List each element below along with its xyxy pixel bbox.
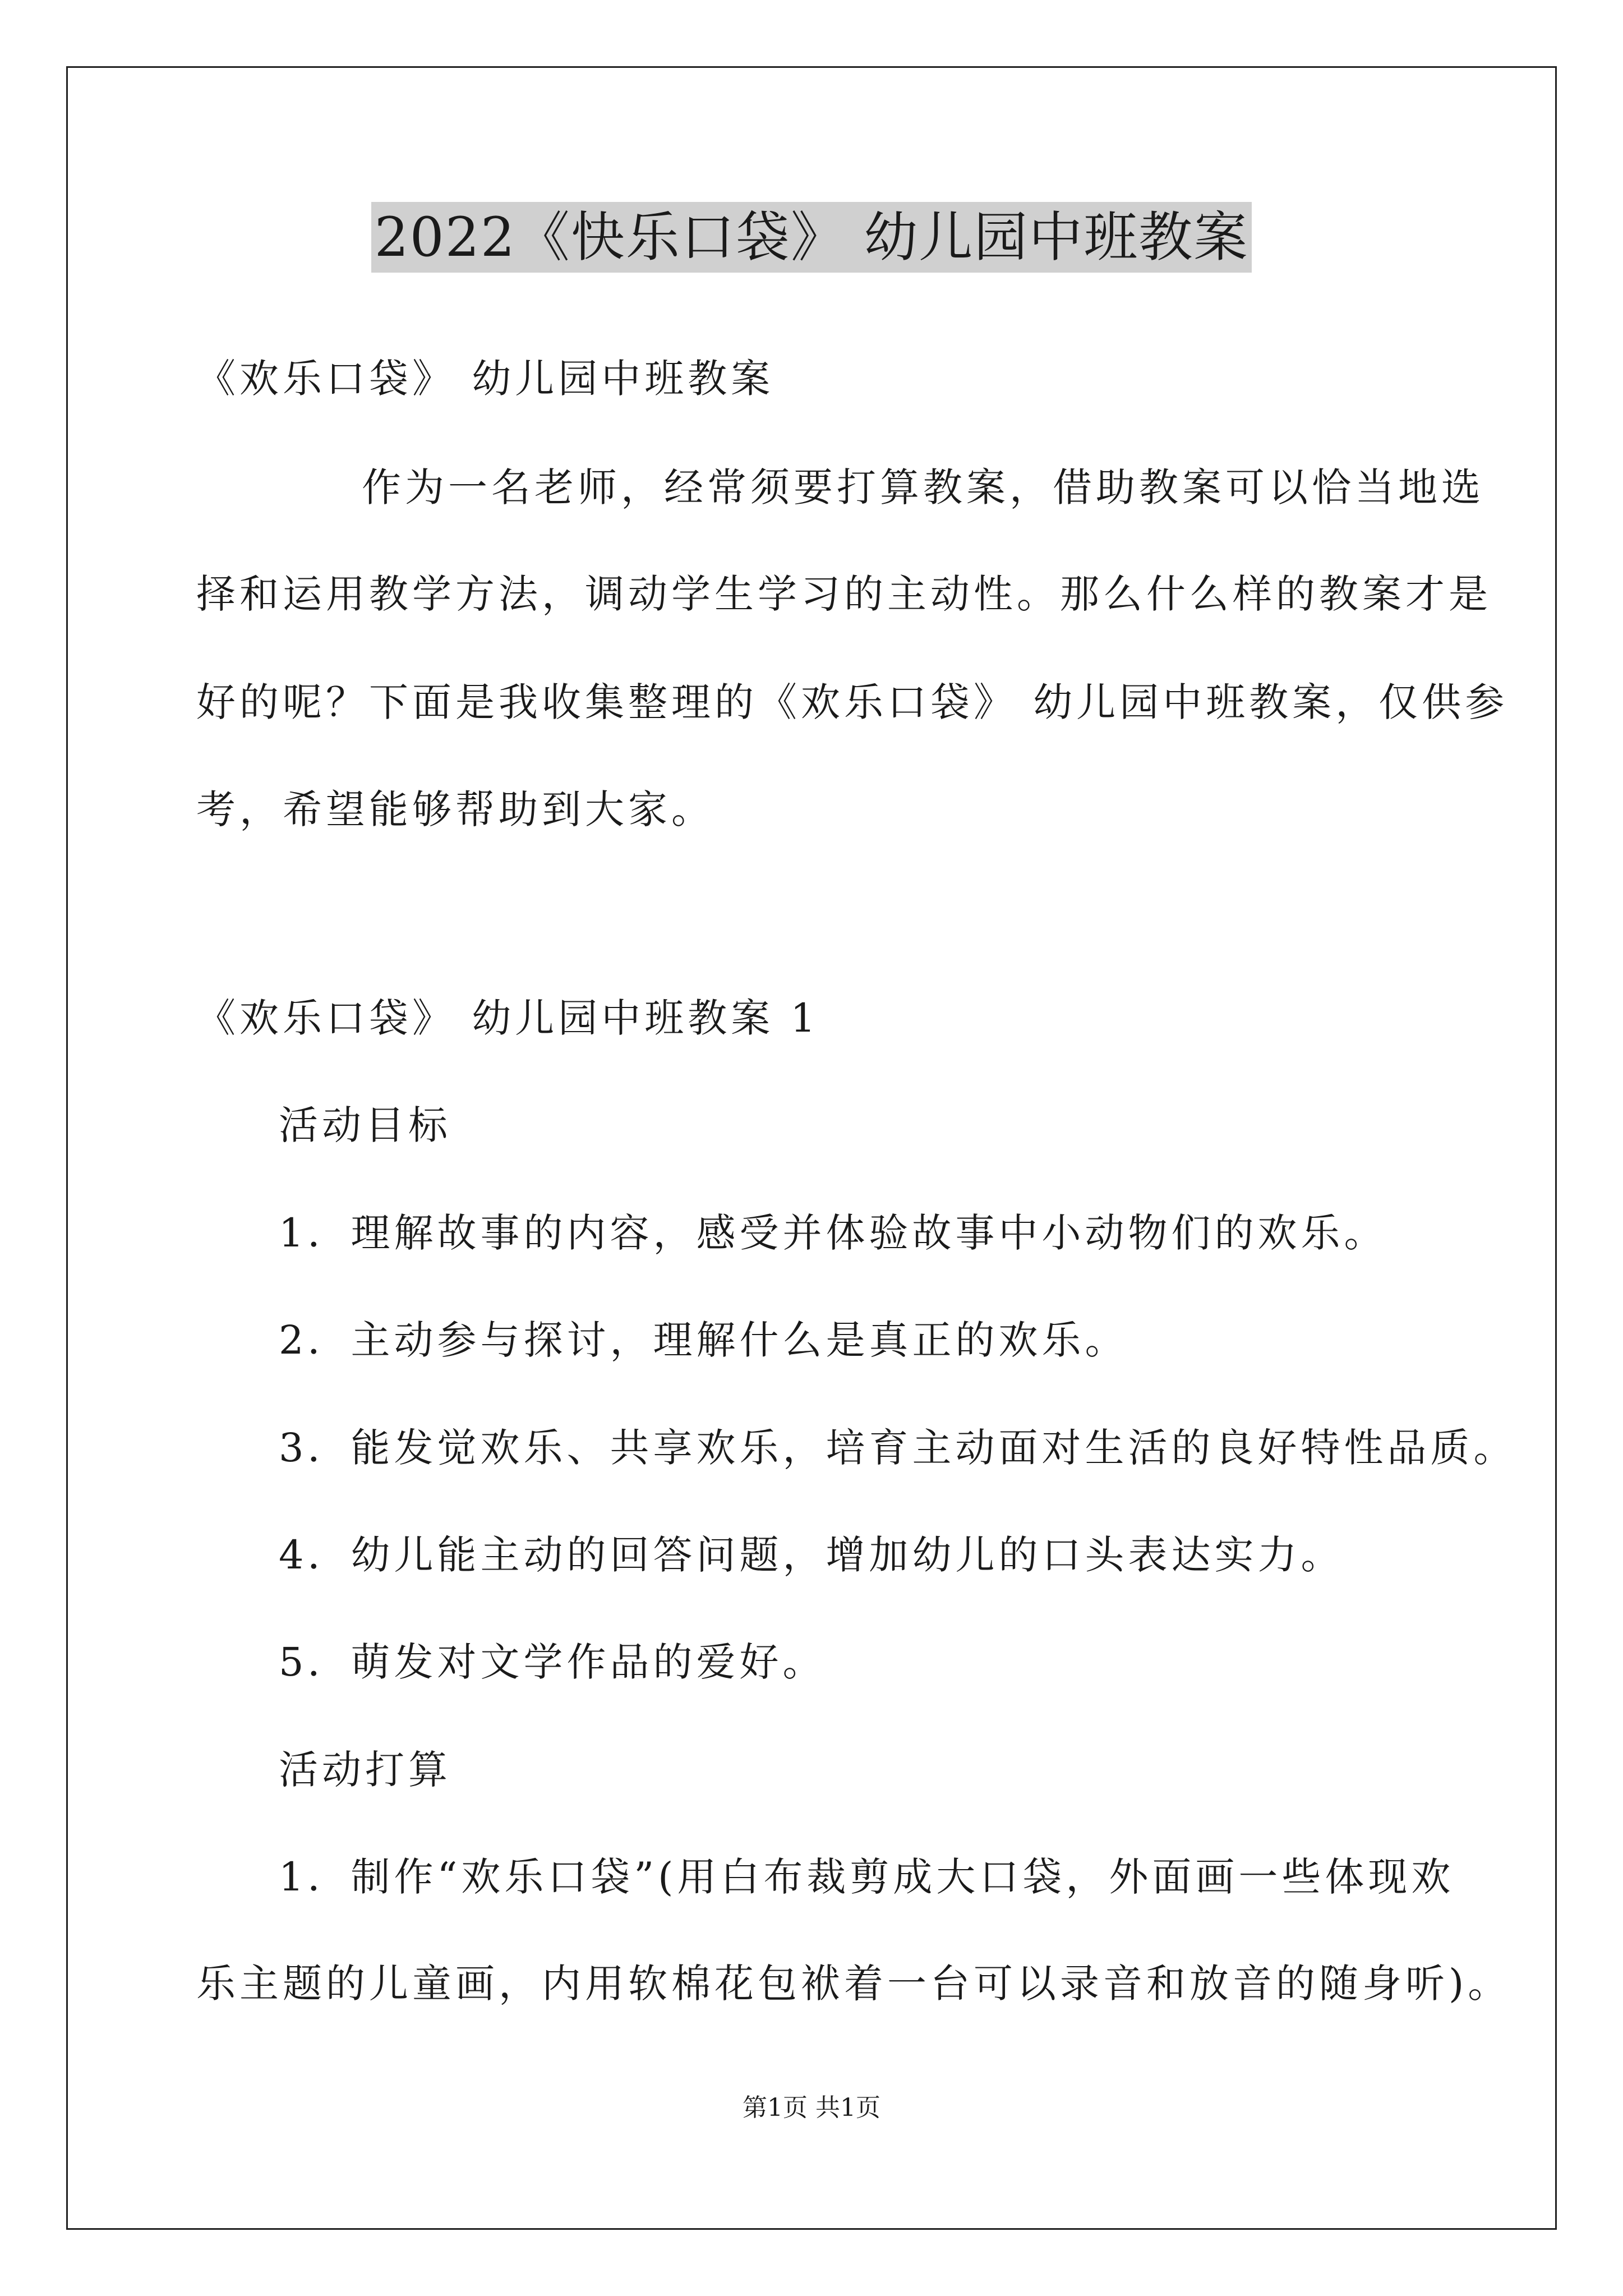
intro-line-2: 择和运用教学方法，调动学生学习的主动性。那么什么样的教案才是 — [196, 571, 1492, 617]
intro-line-4: 考，希望能够帮助到大家。 — [196, 786, 714, 832]
goals-heading: 活动目标 — [279, 1102, 451, 1148]
intro-line-1: 作为一名老师，经常须要打算教案，借助教案可以恰当地选 — [362, 464, 1484, 510]
document-title: 2022《快乐口袋》 幼儿园中班教案 — [371, 202, 1252, 273]
prep-line-2: 乐主题的儿童画，内用软棉花包袱着一台可以录音和放音的随身听)。 — [196, 1961, 1511, 2007]
page-footer: 第1页 共1页 — [743, 2093, 880, 2122]
goal-item-3: 3．能发觉欢乐、共享欢乐，培育主动面对生活的良好特性品质。 — [279, 1425, 1517, 1471]
prep-line-1: 1．制作“欢乐口袋”(用白布裁剪成大口袋，外面画一些体现欢 — [279, 1854, 1455, 1900]
section-heading: 《欢乐口袋》 幼儿园中班教案 1 — [196, 995, 820, 1041]
goal-item-1: 1．理解故事的内容，感受并体验故事中小动物们的欢乐。 — [279, 1210, 1387, 1256]
intro-line-3: 好的呢？下面是我收集整理的《欢乐口袋》 幼儿园中班教案，仅供参 — [196, 679, 1509, 725]
goal-item-2: 2．主动参与探讨，理解什么是真正的欢乐。 — [279, 1317, 1128, 1363]
goal-item-5: 5．萌发对文学作品的爱好。 — [279, 1639, 826, 1685]
title-container — [0, 202, 1623, 273]
document-subtitle: 《欢乐口袋》 幼儿园中班教案 — [196, 356, 774, 402]
goal-item-4: 4．幼儿能主动的回答问题，增加幼儿的口头表达实力。 — [279, 1532, 1344, 1578]
prep-heading: 活动打算 — [279, 1747, 451, 1793]
